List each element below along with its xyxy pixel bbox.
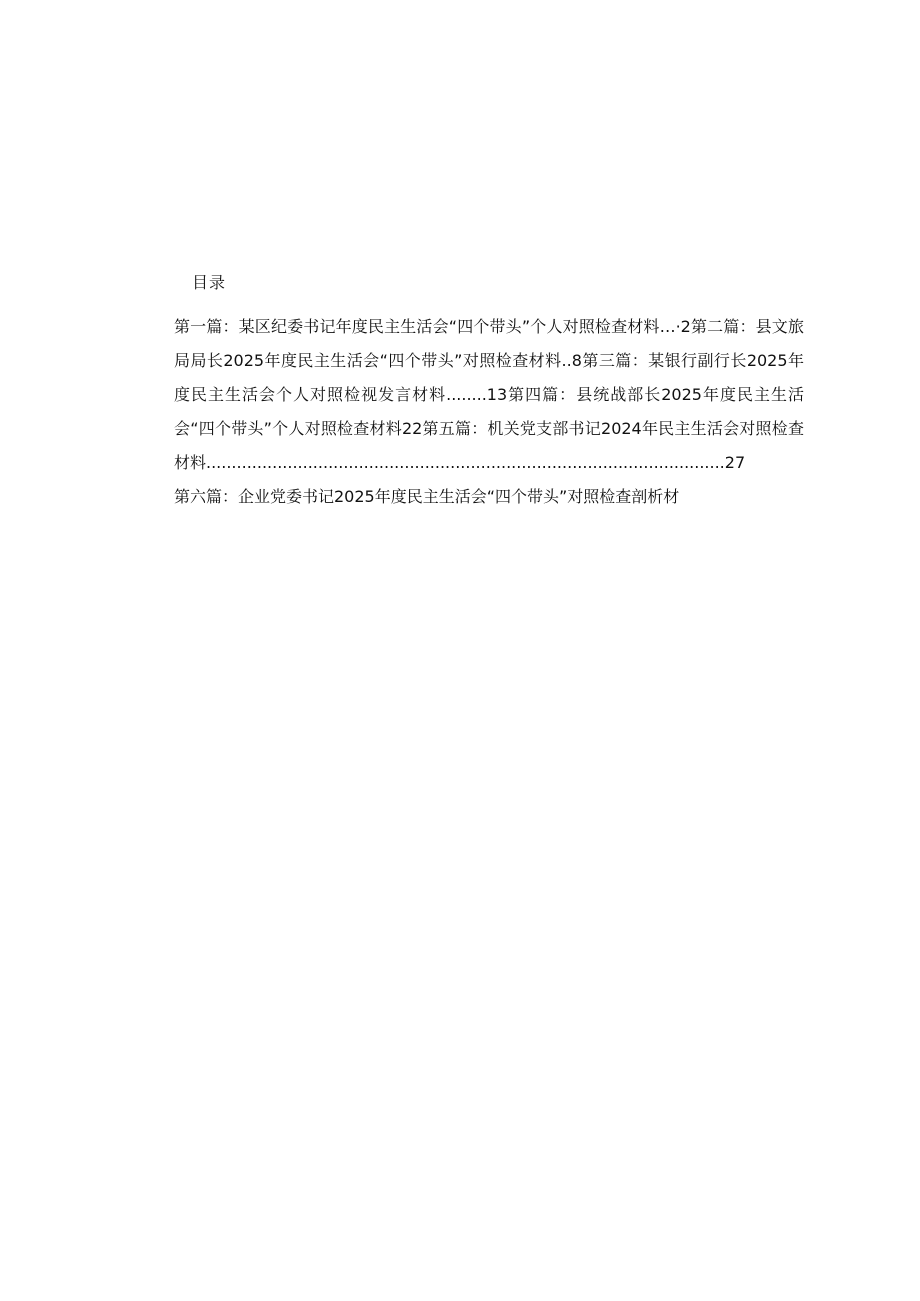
toc-entry-5[interactable]: 第五篇：机关党支部书记2024年民主生活会对照检查材料......................................................................................................27	[174, 419, 804, 472]
toc-paragraph	[174, 310, 804, 480]
toc-entry-6[interactable]: 第六篇：企业党委书记2025年度民主生活会“四个带头”对照检查剖析材	[174, 487, 680, 506]
toc-title: 目录	[192, 273, 227, 292]
toc-entry-1[interactable]: 第一篇：某区纪委书记年度民主生活会“四个带头”个人对照检查材料…·2	[174, 317, 691, 336]
toc-entry-2[interactable]: 第二篇：县文旅局局长2025年度民主生活会“四个带头”对照检查材料..8	[174, 317, 804, 370]
toc-entry-4[interactable]: 第四篇：县统战部长2025年度民主生活会“四个带头”个人对照检查材料22	[174, 385, 804, 438]
toc-entry-3[interactable]: 第三篇：某银行副行长2025年度民主生活会个人对照检视发言材料........13	[174, 351, 804, 404]
table-of-contents	[174, 270, 804, 514]
